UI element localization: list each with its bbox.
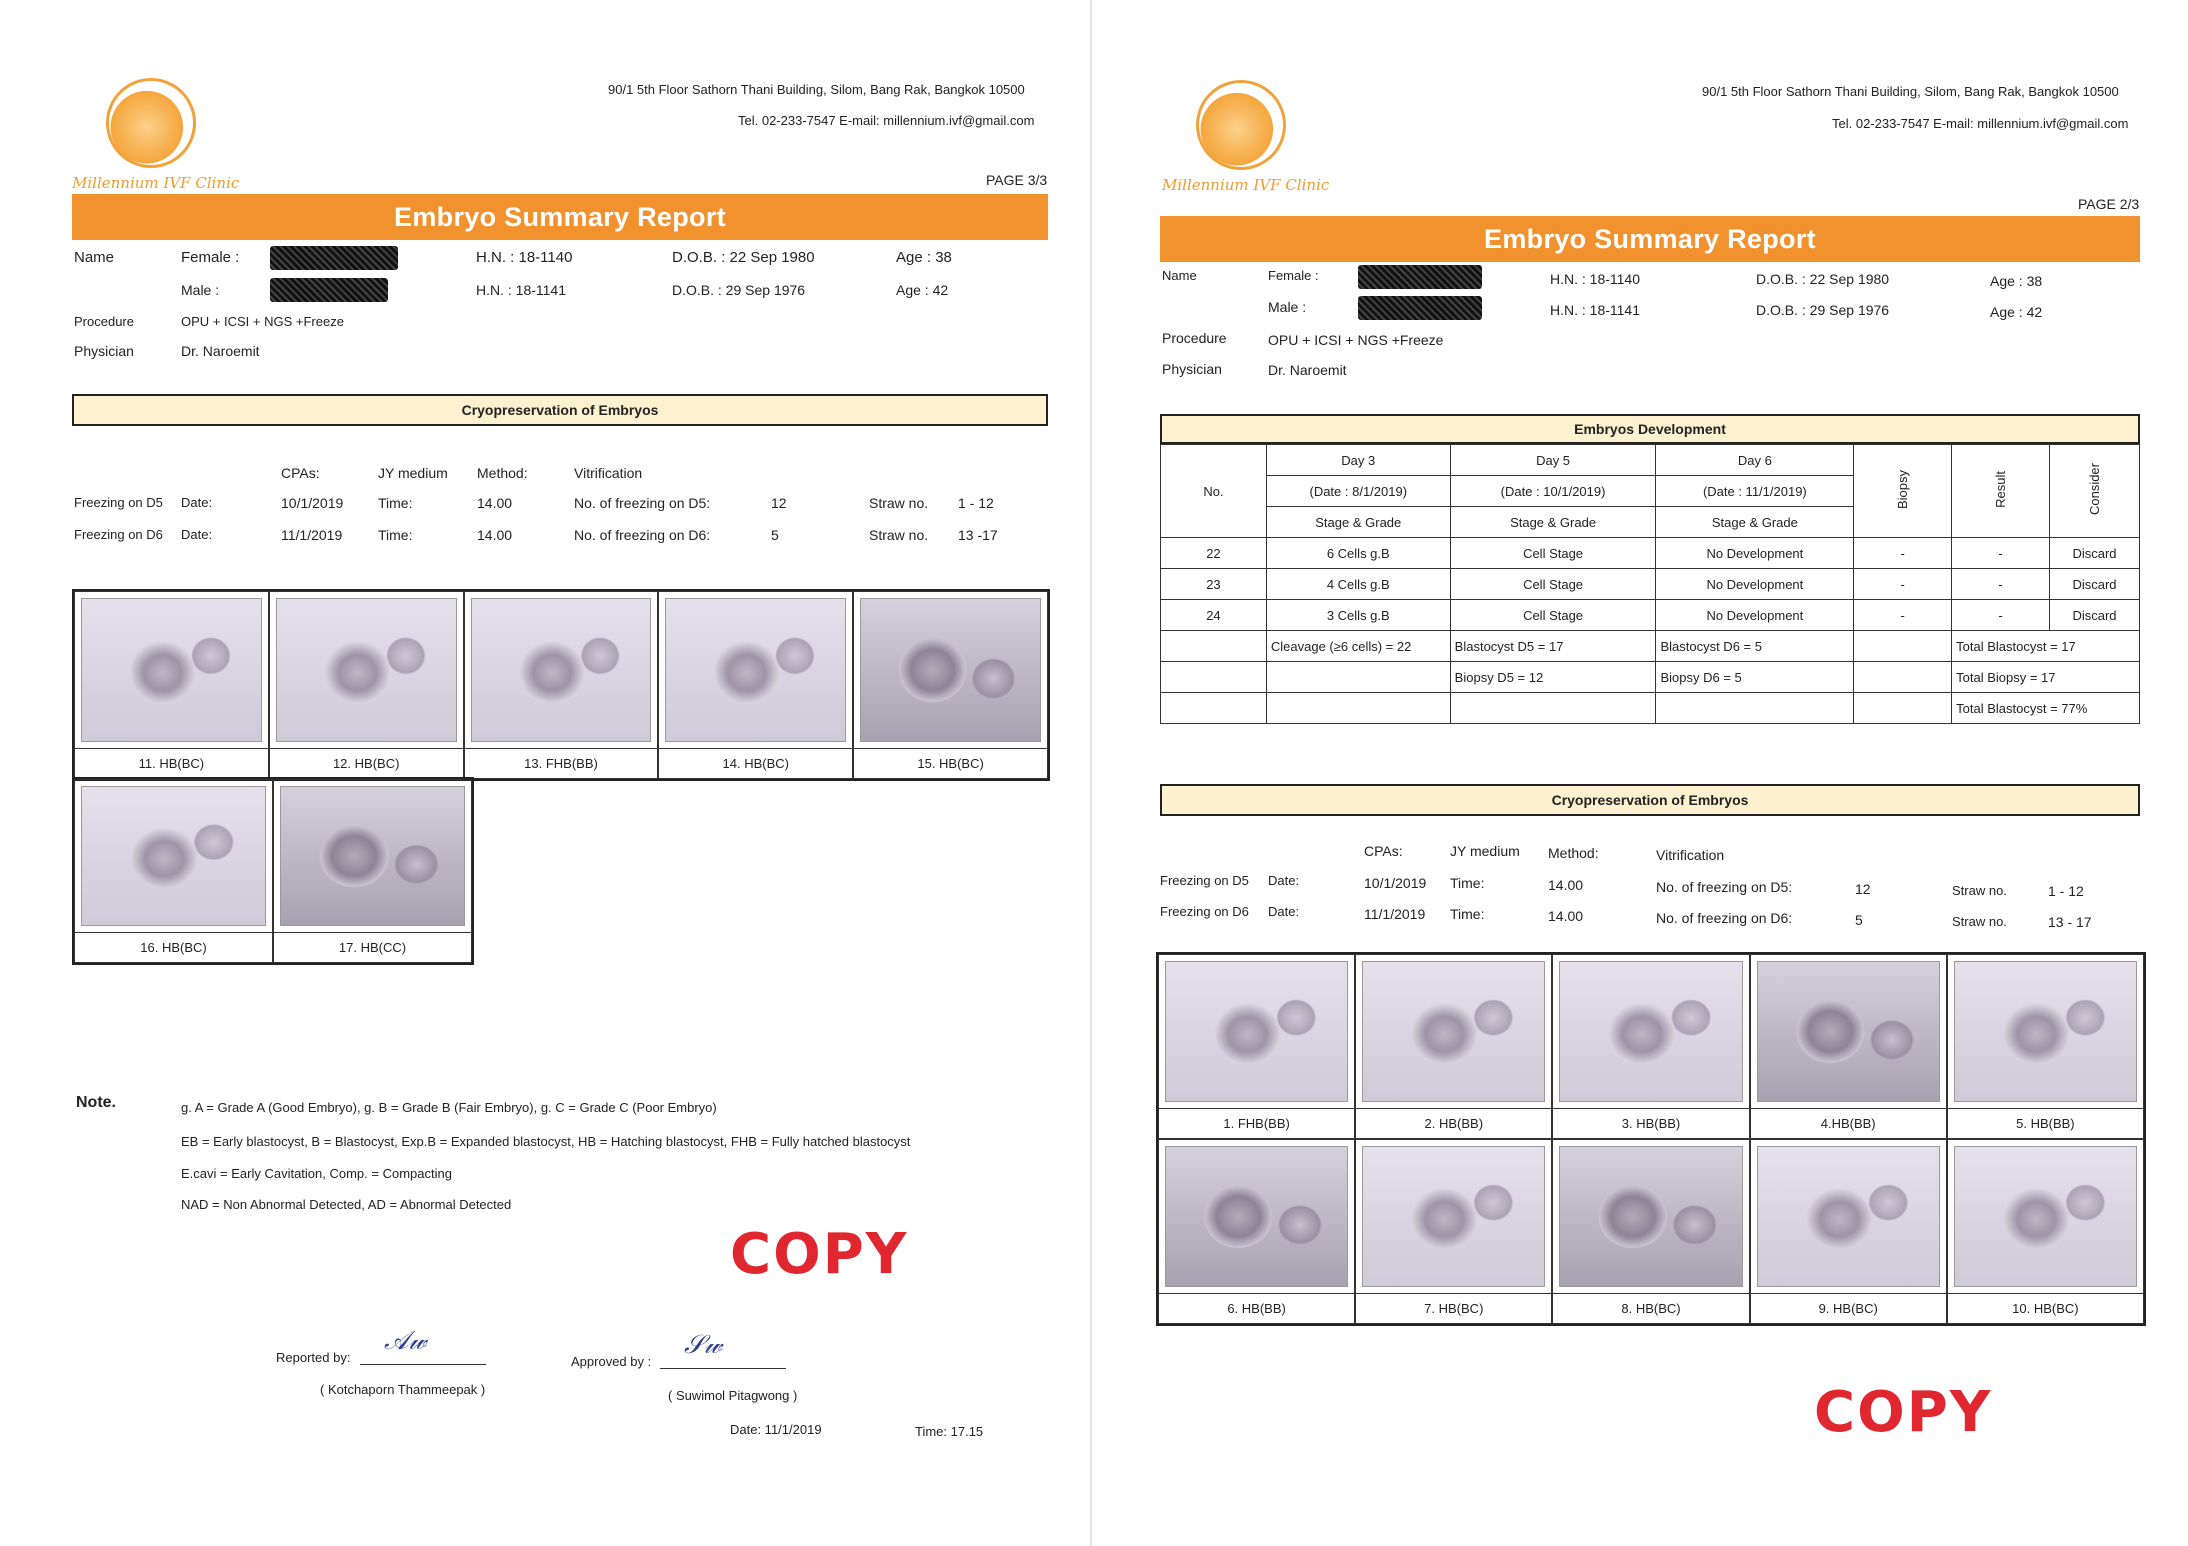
d5-label: Freezing on D5 <box>1160 873 1249 888</box>
female-label: Female : <box>181 249 240 266</box>
cell-result: - <box>1952 569 2050 600</box>
col-header-consider <box>2050 445 2140 538</box>
approved-by-name: ( Suwimol Pitagwong ) <box>668 1388 798 1403</box>
embryo-photo-cell <box>658 591 853 779</box>
empty-cell <box>1161 693 1267 724</box>
cell-day3: 6 Cells g.B <box>1266 538 1450 569</box>
embryo-caption: 8. HB(BC) <box>1553 1293 1748 1323</box>
embryo-caption: 10. HB(BC) <box>1948 1293 2143 1323</box>
name-label: Name <box>74 249 115 266</box>
col-header-day6: Day 6 <box>1656 445 1854 476</box>
embryo-image-grid-row1 <box>72 589 1050 781</box>
embryo-caption: 5. HB(BB) <box>1948 1108 2143 1138</box>
summary-row <box>1161 631 2140 662</box>
embryo-caption: 16. HB(BC) <box>75 932 272 962</box>
empty-cell <box>1854 693 1952 724</box>
report-page-3 <box>0 0 1090 1546</box>
d5-date: 10/1/2019 <box>281 495 344 511</box>
summary-biopsy-d6: Biopsy D6 = 5 <box>1656 662 1854 693</box>
embryo-photo-cell <box>269 591 464 779</box>
summary-blast-d5: Blastocyst D5 = 17 <box>1450 631 1656 662</box>
embryo-photo <box>1757 961 1940 1102</box>
table-row <box>1161 538 2140 569</box>
cell-day6: No Development <box>1656 569 1854 600</box>
d5-date-label: Date: <box>1268 873 1300 888</box>
redacted-female-name <box>1358 265 1482 289</box>
cell-no: 24 <box>1161 600 1267 631</box>
cell-biopsy: - <box>1854 569 1952 600</box>
empty-cell <box>1161 631 1267 662</box>
female-hn: H.N. : 18-1140 <box>476 249 573 266</box>
approved-by-signature: 𝒮𝓌 <box>684 1330 723 1360</box>
medium: JY medium <box>1450 843 1520 859</box>
d6-count-label: No. of freezing on D6: <box>1656 910 1793 926</box>
embryo-photo-cell <box>1947 954 2144 1139</box>
summary-total-blast: Total Blastocyst = 17 <box>1952 631 2140 662</box>
embryo-photo <box>1559 1146 1742 1287</box>
table-row <box>1161 569 2140 600</box>
dev-section-title: Embryos Development <box>1160 414 2140 444</box>
d5-time: 14.00 <box>1548 877 1584 893</box>
embryo-photo-cell <box>1355 1139 1552 1324</box>
physician-label: Physician <box>1162 361 1222 377</box>
embryo-caption: 11. HB(BC) <box>75 748 268 778</box>
embryo-photo-cell <box>74 591 269 779</box>
cell-consider: Discard <box>2050 600 2140 631</box>
cell-day5: Cell Stage <box>1450 600 1656 631</box>
embryo-photo <box>665 598 846 742</box>
embryo-caption: 7. HB(BC) <box>1356 1293 1551 1323</box>
col-header-result-label: Result <box>1993 471 2009 508</box>
note-label: Note. <box>76 1094 116 1111</box>
embryo-caption: 6. HB(BB) <box>1159 1293 1354 1323</box>
embryo-image-grid <box>1156 952 2146 1326</box>
empty-cell <box>1854 662 1952 693</box>
d6-label: Freezing on D6 <box>74 527 163 542</box>
name-label: Name <box>1162 268 1197 283</box>
report-title-banner: Embryo Summary Report <box>1160 216 2140 262</box>
female-dob: D.O.B. : 22 Sep 1980 <box>1756 271 1890 287</box>
clinic-logo <box>1196 80 1286 170</box>
embryo-photo <box>1757 1146 1940 1287</box>
col-header-consider-label: Consider <box>2087 463 2102 516</box>
procedure-value: OPU + ICSI + NGS +Freeze <box>181 314 344 329</box>
cell-result: - <box>1952 600 2050 631</box>
embryo-photo <box>1954 961 2137 1102</box>
note-line-4: NAD = Non Abnormal Detected, AD = Abnormal Detected <box>181 1197 512 1212</box>
d5-count-label: No. of freezing on D5: <box>574 495 711 511</box>
d5-count: 12 <box>771 495 787 511</box>
embryo-photo-cell <box>1552 954 1749 1139</box>
empty-cell <box>1161 662 1267 693</box>
report-page-2 <box>1090 0 2188 1546</box>
embryo-photo <box>1362 1146 1545 1287</box>
embryo-photo <box>1165 961 1348 1102</box>
embryo-photo <box>1954 1146 2137 1287</box>
embryo-image-grid-row2 <box>72 777 474 965</box>
embryo-caption: 12. HB(BC) <box>270 748 463 778</box>
male-age: Age : 42 <box>1990 304 2043 320</box>
summary-cleavage: Cleavage (≥6 cells) = 22 <box>1266 631 1450 662</box>
clinic-logo-text: Millennium IVF Clinic <box>72 174 240 192</box>
cell-day5: Cell Stage <box>1450 569 1656 600</box>
female-label: Female : <box>1268 268 1319 283</box>
col-header-stage: Stage & Grade <box>1656 507 1854 538</box>
col-header-result <box>1952 445 2050 538</box>
report-title-banner: Embryo Summary Report <box>72 194 1048 240</box>
table-row <box>1161 600 2140 631</box>
embryo-photo <box>276 598 457 742</box>
clinic-address: 90/1 5th Floor Sathorn Thani Building, Silom, Bang Rak, Bangkok 10500 <box>608 82 1025 97</box>
clinic-logo-text: Millennium IVF Clinic <box>1162 176 1330 194</box>
embryo-photo-cell <box>1355 954 1552 1139</box>
d6-time: 14.00 <box>1548 908 1584 924</box>
approved-by-signature-line <box>660 1341 786 1369</box>
note-line-2: EB = Early blastocyst, B = Blastocyst, Exp.B = Expanded blastocyst, HB = Hatching blastocyst, FHB = Fully hatched blastocyst <box>181 1134 911 1149</box>
d6-date-label: Date: <box>1268 904 1300 919</box>
summary-total-blast-pct: Total Blastocyst = 77% <box>1952 693 2140 724</box>
cryo-section-title: Cryopreservation of Embryos <box>1160 784 2140 816</box>
embryo-caption: 2. HB(BB) <box>1356 1108 1551 1138</box>
summary-biopsy-d5: Biopsy D5 = 12 <box>1450 662 1656 693</box>
embryo-caption: 17. HB(CC) <box>274 932 471 962</box>
d6-date-label: Date: <box>181 527 213 542</box>
d5-date-label: Date: <box>181 495 213 510</box>
col-header-stage: Stage & Grade <box>1266 507 1450 538</box>
embryo-caption: 9. HB(BC) <box>1751 1293 1946 1323</box>
embryo-caption: 3. HB(BB) <box>1553 1108 1748 1138</box>
approved-by-label: Approved by : <box>571 1354 652 1369</box>
cell-consider: Discard <box>2050 538 2140 569</box>
col-header-day3: Day 3 <box>1266 445 1450 476</box>
d6-count: 5 <box>1855 912 1863 928</box>
col-header-day5: Day 5 <box>1450 445 1656 476</box>
d6-time-label: Time: <box>1450 906 1485 922</box>
clinic-contact: Tel. 02-233-7547 E-mail: millennium.ivf@gmail.com <box>1832 116 2129 131</box>
physician-value: Dr. Naroemit <box>1268 362 1347 378</box>
d5-time-label: Time: <box>378 495 413 511</box>
procedure-value: OPU + ICSI + NGS +Freeze <box>1268 332 1444 348</box>
female-dob: D.O.B. : 22 Sep 1980 <box>672 249 815 266</box>
cell-day5: Cell Stage <box>1450 538 1656 569</box>
empty-cell <box>1266 693 1450 724</box>
col-header-day5-date: (Date : 10/1/2019) <box>1450 476 1656 507</box>
reported-by-signature: 𝒜𝓌 <box>384 1326 427 1356</box>
embryo-caption: 1. FHB(BB) <box>1159 1108 1354 1138</box>
summary-total-biopsy: Total Biopsy = 17 <box>1952 662 2140 693</box>
medium: JY medium <box>378 465 448 481</box>
page-number: PAGE 3/3 <box>986 172 1048 188</box>
copy-stamp: COPY <box>1814 1380 1993 1445</box>
embryo-caption: 14. HB(BC) <box>659 748 852 778</box>
empty-cell <box>1266 662 1450 693</box>
procedure-label: Procedure <box>1162 330 1227 346</box>
embryo-photo-cell <box>464 591 659 779</box>
empty-cell <box>1450 693 1656 724</box>
empty-cell <box>1656 693 1854 724</box>
d6-date: 11/1/2019 <box>1364 906 1426 922</box>
d6-date: 11/1/2019 <box>281 527 343 543</box>
physician-value: Dr. Naroemit <box>181 343 260 359</box>
clinic-logo <box>106 78 196 168</box>
d5-straw-label: Straw no. <box>869 495 929 511</box>
copy-stamp: COPY <box>730 1222 909 1287</box>
col-header-biopsy-label: Biopsy <box>1895 469 1911 510</box>
cryo-section-title: Cryopreservation of Embryos <box>72 394 1048 426</box>
reported-by-name: ( Kotchaporn Thammeepak ) <box>320 1382 486 1397</box>
d5-time: 14.00 <box>477 495 513 511</box>
embryo-caption: 15. HB(BC) <box>854 748 1047 778</box>
d6-count: 5 <box>771 527 779 543</box>
embryo-photo-cell <box>1750 1139 1947 1324</box>
empty-cell <box>1854 631 1952 662</box>
summary-blast-d6: Blastocyst D6 = 5 <box>1656 631 1854 662</box>
col-header-no: No. <box>1161 445 1267 538</box>
male-hn: H.N. : 18-1141 <box>476 282 567 298</box>
reported-by-label: Reported by: <box>276 1350 351 1365</box>
male-label: Male : <box>1268 299 1307 315</box>
male-dob: D.O.B. : 29 Sep 1976 <box>672 282 806 298</box>
d6-count-label: No. of freezing on D6: <box>574 527 711 543</box>
embryo-photo-cell <box>1750 954 1947 1139</box>
male-dob: D.O.B. : 29 Sep 1976 <box>1756 302 1890 318</box>
embryo-photo <box>1362 961 1545 1102</box>
cell-day3: 3 Cells g.B <box>1266 600 1450 631</box>
cell-no: 23 <box>1161 569 1267 600</box>
cell-biopsy: - <box>1854 600 1952 631</box>
d5-straw: 1 - 12 <box>2048 883 2084 899</box>
cell-no: 22 <box>1161 538 1267 569</box>
embryo-photo <box>280 786 465 926</box>
d6-time-label: Time: <box>378 527 413 543</box>
method-label: Method: <box>477 465 528 481</box>
cell-day6: No Development <box>1656 538 1854 569</box>
d5-count: 12 <box>1855 881 1871 897</box>
male-hn: H.N. : 18-1141 <box>1550 302 1641 318</box>
col-header-biopsy <box>1854 445 1952 538</box>
d5-date: 10/1/2019 <box>1364 875 1427 891</box>
embryo-photo-cell <box>1158 954 1355 1139</box>
summary-row <box>1161 662 2140 693</box>
clinic-address: 90/1 5th Floor Sathorn Thani Building, Silom, Bang Rak, Bangkok 10500 <box>1702 84 2119 99</box>
redacted-male-name <box>270 278 388 302</box>
cell-biopsy: - <box>1854 538 1952 569</box>
note-line-1: g. A = Grade A (Good Embryo), g. B = Grade B (Fair Embryo), g. C = Grade C (Poor Embryo) <box>181 1100 717 1115</box>
embryo-photo-cell <box>1947 1139 2144 1324</box>
embryo-caption: 13. FHB(BB) <box>465 748 658 778</box>
d5-straw-label: Straw no. <box>1952 883 2007 898</box>
cell-day6: No Development <box>1656 600 1854 631</box>
d5-straw: 1 - 12 <box>958 495 994 511</box>
male-age: Age : 42 <box>896 282 949 298</box>
d6-time: 14.00 <box>477 527 513 543</box>
embryo-photo-cell <box>1552 1139 1749 1324</box>
vitrification: Vitrification <box>1656 847 1725 863</box>
method-label: Method: <box>1548 845 1599 861</box>
female-age: Age : 38 <box>1990 273 2043 289</box>
d6-straw: 13 -17 <box>958 527 998 543</box>
cell-day3: 4 Cells g.B <box>1266 569 1450 600</box>
cell-result: - <box>1952 538 2050 569</box>
embryo-development-table <box>1160 444 2140 724</box>
d6-straw: 13 - 17 <box>2048 914 2092 930</box>
cell-consider: Discard <box>2050 569 2140 600</box>
female-age: Age : 38 <box>896 249 952 266</box>
report-time: Time: 17.15 <box>915 1424 984 1439</box>
d5-count-label: No. of freezing on D5: <box>1656 879 1793 895</box>
note-line-3: E.cavi = Early Cavitation, Comp. = Compacting <box>181 1166 452 1181</box>
d6-straw-label: Straw no. <box>869 527 929 543</box>
embryo-photo <box>1559 961 1742 1102</box>
embryo-photo-cell <box>74 779 273 963</box>
procedure-label: Procedure <box>74 314 134 329</box>
female-hn: H.N. : 18-1140 <box>1550 271 1641 287</box>
table-header-row <box>1161 445 2140 476</box>
embryo-photo-cell <box>853 591 1048 779</box>
embryo-photo <box>471 598 652 742</box>
embryo-photo-cell <box>273 779 472 963</box>
page-number: PAGE 2/3 <box>2078 196 2140 212</box>
col-header-stage: Stage & Grade <box>1450 507 1656 538</box>
d6-straw-label: Straw no. <box>1952 914 2007 929</box>
embryo-caption: 4.HB(BB) <box>1751 1108 1946 1138</box>
physician-label: Physician <box>74 343 134 359</box>
embryo-photo-cell <box>1158 1139 1355 1324</box>
d6-label: Freezing on D6 <box>1160 904 1249 919</box>
redacted-male-name <box>1358 296 1482 320</box>
col-header-day6-date: (Date : 11/1/2019) <box>1656 476 1854 507</box>
embryo-photo <box>81 598 262 742</box>
embryo-photo <box>81 786 266 926</box>
d5-label: Freezing on D5 <box>74 495 163 510</box>
cpas-label: CPAs: <box>281 465 320 481</box>
male-label: Male : <box>181 282 220 298</box>
d5-time-label: Time: <box>1450 875 1485 891</box>
embryo-photo <box>860 598 1041 742</box>
report-date: Date: 11/1/2019 <box>730 1422 822 1437</box>
clinic-contact: Tel. 02-233-7547 E-mail: millennium.ivf@gmail.com <box>738 113 1035 128</box>
vitrification: Vitrification <box>574 465 643 481</box>
summary-row <box>1161 693 2140 724</box>
cpas-label: CPAs: <box>1364 843 1403 859</box>
redacted-female-name <box>270 246 398 270</box>
embryo-photo <box>1165 1146 1348 1287</box>
col-header-day3-date: (Date : 8/1/2019) <box>1266 476 1450 507</box>
